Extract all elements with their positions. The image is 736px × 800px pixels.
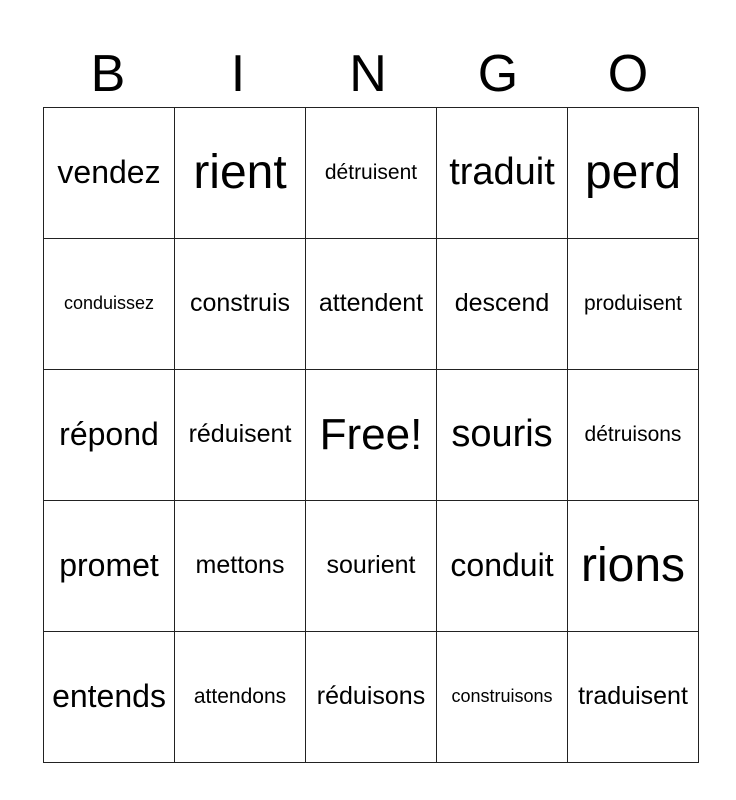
bingo-cell[interactable]: attendent (306, 239, 437, 370)
bingo-cell[interactable]: détruisent (306, 108, 437, 239)
bingo-header (43, 40, 693, 108)
bingo-cell[interactable]: conduissez (44, 239, 175, 370)
board-row (44, 632, 699, 763)
bingo-cell[interactable]: souris (437, 370, 568, 501)
bingo-cell[interactable]: détruisons (568, 370, 699, 501)
bingo-cell[interactable]: sourient (306, 501, 437, 632)
header-letter-i: I (230, 45, 246, 103)
board-row (44, 370, 699, 501)
free-cell[interactable]: Free! (306, 370, 437, 501)
header-letter-b: B (90, 45, 126, 103)
board-row (44, 108, 699, 239)
bingo-cell[interactable]: répond (44, 370, 175, 501)
bingo-cell[interactable]: construisons (437, 632, 568, 763)
bingo-cell[interactable]: vendez (44, 108, 175, 239)
bingo-cell[interactable]: traduit (437, 108, 568, 239)
bingo-cell[interactable]: perd (568, 108, 699, 239)
bingo-cell[interactable]: descend (437, 239, 568, 370)
bingo-cell[interactable]: conduit (437, 501, 568, 632)
board-row (44, 239, 699, 370)
bingo-cell[interactable]: mettons (175, 501, 306, 632)
bingo-cell[interactable]: réduisons (306, 632, 437, 763)
bingo-cell[interactable]: entends (44, 632, 175, 763)
bingo-cell[interactable]: traduisent (568, 632, 699, 763)
board-row (44, 501, 699, 632)
header-letter-g: G (477, 45, 519, 103)
header-letter-n: N (349, 45, 387, 103)
header-letter-o: O (607, 45, 649, 103)
bingo-cell[interactable]: attendons (175, 632, 306, 763)
bingo-cell[interactable]: produisent (568, 239, 699, 370)
bingo-cell[interactable]: réduisent (175, 370, 306, 501)
bingo-board (43, 107, 699, 763)
bingo-cell[interactable]: rient (175, 108, 306, 239)
bingo-cell[interactable]: promet (44, 501, 175, 632)
bingo-cell[interactable]: rions (568, 501, 699, 632)
bingo-cell[interactable]: construis (175, 239, 306, 370)
